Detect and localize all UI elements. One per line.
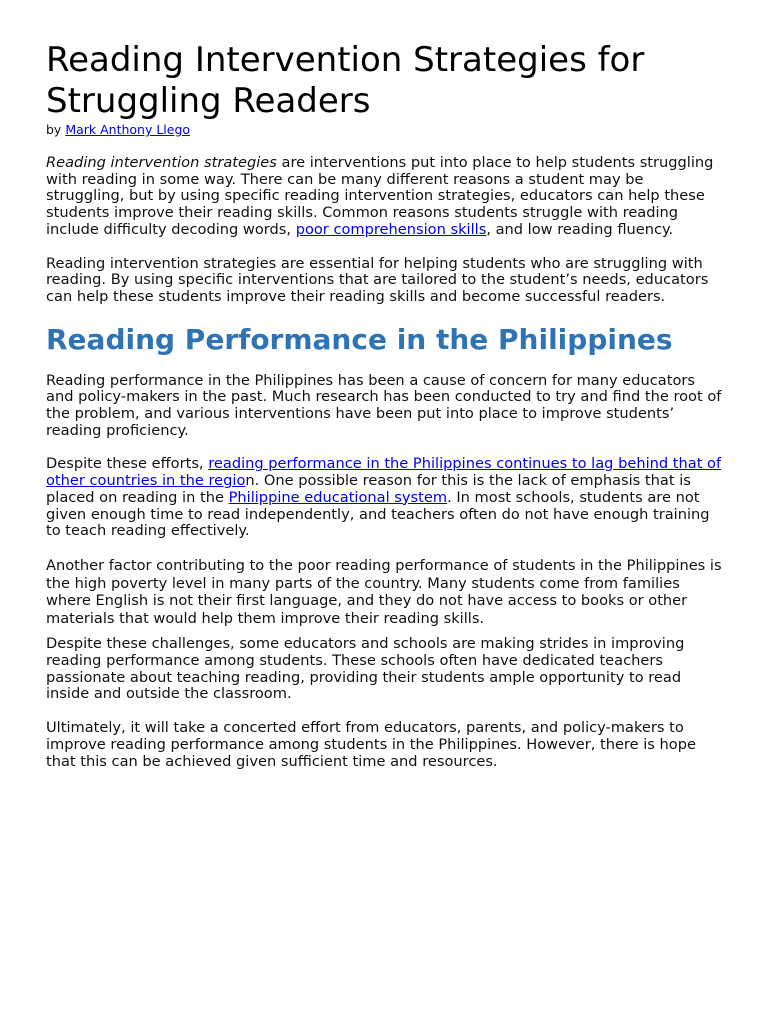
byline — [46, 122, 722, 138]
paragraph-essential: Reading intervention strategies are essential for helping students who are struggling with reading. By using specific interventions that are tailored to the student’s needs, educators can help these students improve their reading skills and become successful readers. — [46, 254, 709, 305]
paragraph-challenges: Despite these challenges, some educators and schools are making strides in improving reading performance among students. These schools often have dedicated teachers passionate about teaching reading, providing their students ample opportunity to read inside and outside the classroom. — [46, 635, 685, 703]
page-title: Reading Intervention Strategies for Struggling Readers — [46, 40, 645, 121]
section-heading: Reading Performance in the Philippines — [46, 322, 673, 356]
efforts-tail: . In most schools, students are not given enough time to read independently, and teachers often do not have enough training to teach reading effectively. — [46, 488, 710, 540]
paragraph-intro — [46, 155, 722, 239]
paragraph-poverty: Another factor contributing to the poor reading performance of students in the Philippines is the high poverty level in many parts of the country. Many students come from families where English is not their first language, and they do not have access to books or other materials that would help them improve their reading skills. — [46, 556, 722, 627]
poor-comprehension-link[interactable]: poor comprehension skills — [295, 220, 487, 238]
paragraph-efforts — [46, 456, 722, 540]
paragraph-conclusion: Ultimately, it will take a concerted effort from educators, parents, and policy-makers to improve reading performance among students in the Philippines. However, there is hope that this can be achieved given sufficient time and resources. — [46, 719, 696, 770]
intro-text: are interventions put into place to help students struggling with reading in some way. There can be many different reasons a student may be struggling, but by using specific reading intervention strategies, educators can help these students improve their reading skills. Common reasons students struggle with reading include difficulty decoding words, — [46, 154, 714, 238]
efforts-mid: n. One possible reason for this is the lack of emphasis that is placed on reading in the — [46, 472, 691, 506]
author-link[interactable]: Mark Anthony Llego — [65, 122, 191, 137]
intro-tail: , and low reading fluency. — [486, 220, 674, 238]
educational-system-link[interactable]: Philippine educational system — [228, 488, 448, 506]
reading-performance-link[interactable]: reading performance in the Philippines continues to lag behind that of other countries in the regio — [46, 455, 722, 490]
byline-prefix: by — [46, 122, 66, 137]
paragraph-concern: Reading performance in the Philippines has been a cause of concern for many educators and policy-makers in the past. Much research has been conducted to try and find the root of the problem, and various interventions have been put into place to improve students’ reading proficiency. — [46, 371, 722, 439]
efforts-lead: Despite these efforts, — [46, 455, 209, 473]
intro-emphasis: Reading intervention strategies — [46, 154, 277, 171]
